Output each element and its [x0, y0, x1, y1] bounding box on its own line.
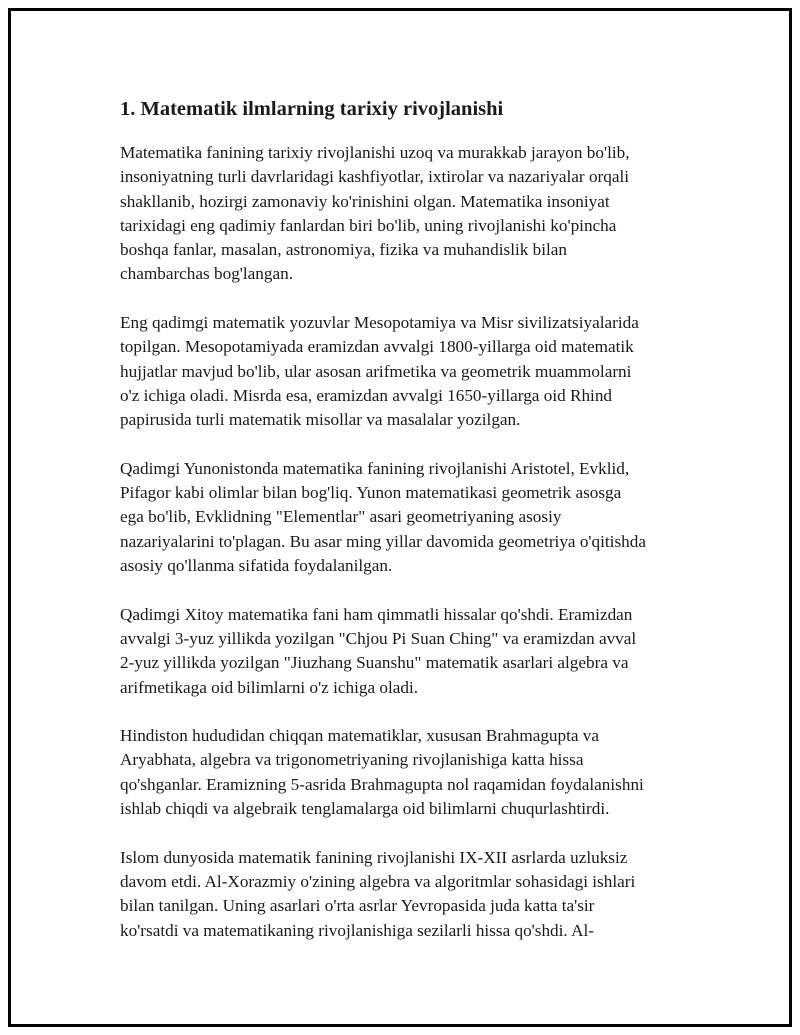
- paragraph-intro: Matematika fanining tarixiy rivojlanishi uzoq va murakkab jarayon bo'lib, insoniyatning turli davrlaridagi kashfiyotlar, ixtirolar va nazariyalar orqali shakllanib, hozirgi zamonaviy ko'rinishini olgan. Matematika insoniyat tarixidagi eng qadimiy fanlardan biri bo'lib, uning rivojlanishi ko'pincha boshqa fanlar, masalan, astronomiya, fizika va muhandislik bilan chambarchas bog'langan.: [120, 143, 630, 284]
- paragraph-china: Qadimgi Xitoy matematika fani ham qimmatli hissalar qo'shdi. Eramizdan avvalgi 3-yuz yillikda yozilgan "Chjou Pi Suan Ching" va eramizdan avval 2-yuz yillikda yozilgan "Jiuzhang Suanshu" matematik asarlari algebra va arifmetikaga oid bilimlarni o'z ichiga oladi.: [120, 604, 637, 697]
- document-body: [120, 95, 700, 967]
- paragraph-mesopotamia-egypt: Eng qadimgi matematik yozuvlar Mesopotamiya va Misr sivilizatsiyalarida topilgan. Mesopotamiyada eramizdan avvalgi 1800-yillarga oid matematik hujjatlar mavjud bo'lib, ular asosan arifmetika va geometrik muammolarni o'z ichiga oladi. Misrda esa, eramizdan avvalgi 1650-yillarga oid Rhind papirusida turli matematik misollar va masalalar yozilgan.: [120, 313, 639, 430]
- section-title: 1. Matematik ilmlarning tarixiy rivojlanishi: [120, 98, 504, 120]
- paragraph-greece: Qadimgi Yunonistonda matematika fanining rivojlanishi Aristotel, Evklid, Pifagor kabi olimlar bilan bog'liq. Yunon matematikasi geometrik asosga ega bo'lib, Evklidning "Elementlar" asari geometriyaning asosiy nazariyalarini to'plagan. Bu asar ming yillar davomida geometriya o'qitishda asosiy qo'llanma sifatida foydalanilgan.: [120, 458, 646, 576]
- paragraph-india: Hindiston hududidan chiqqan matematiklar, xususan Brahmagupta va Aryabhata, algebra va trigonometriyaning rivojlanishiga katta hissa qo'shganlar. Eramizning 5-asrida Brahmagupta nol raqamidan foydalanishni ishlab chiqdi va algebraik tenglamalarga oid bilimlarni chuqurlashtirdi.: [120, 726, 644, 819]
- paragraph-islamic-world: Islom dunyosida matematik fanining rivojlanishi IX-XII asrlarda uzluksiz davom etdi. Al-Xorazmiy o'zining algebra va algoritmlar sohasidagi ishlari bilan tanilgan. Uning asarlari o'rta asrlar Yevropasida juda katta ta'sir ko'rsatdi va matematikaning rivojlanishiga sezilarli hissa qo'shdi. Al-: [120, 847, 636, 940]
- document-page: [8, 8, 792, 1027]
